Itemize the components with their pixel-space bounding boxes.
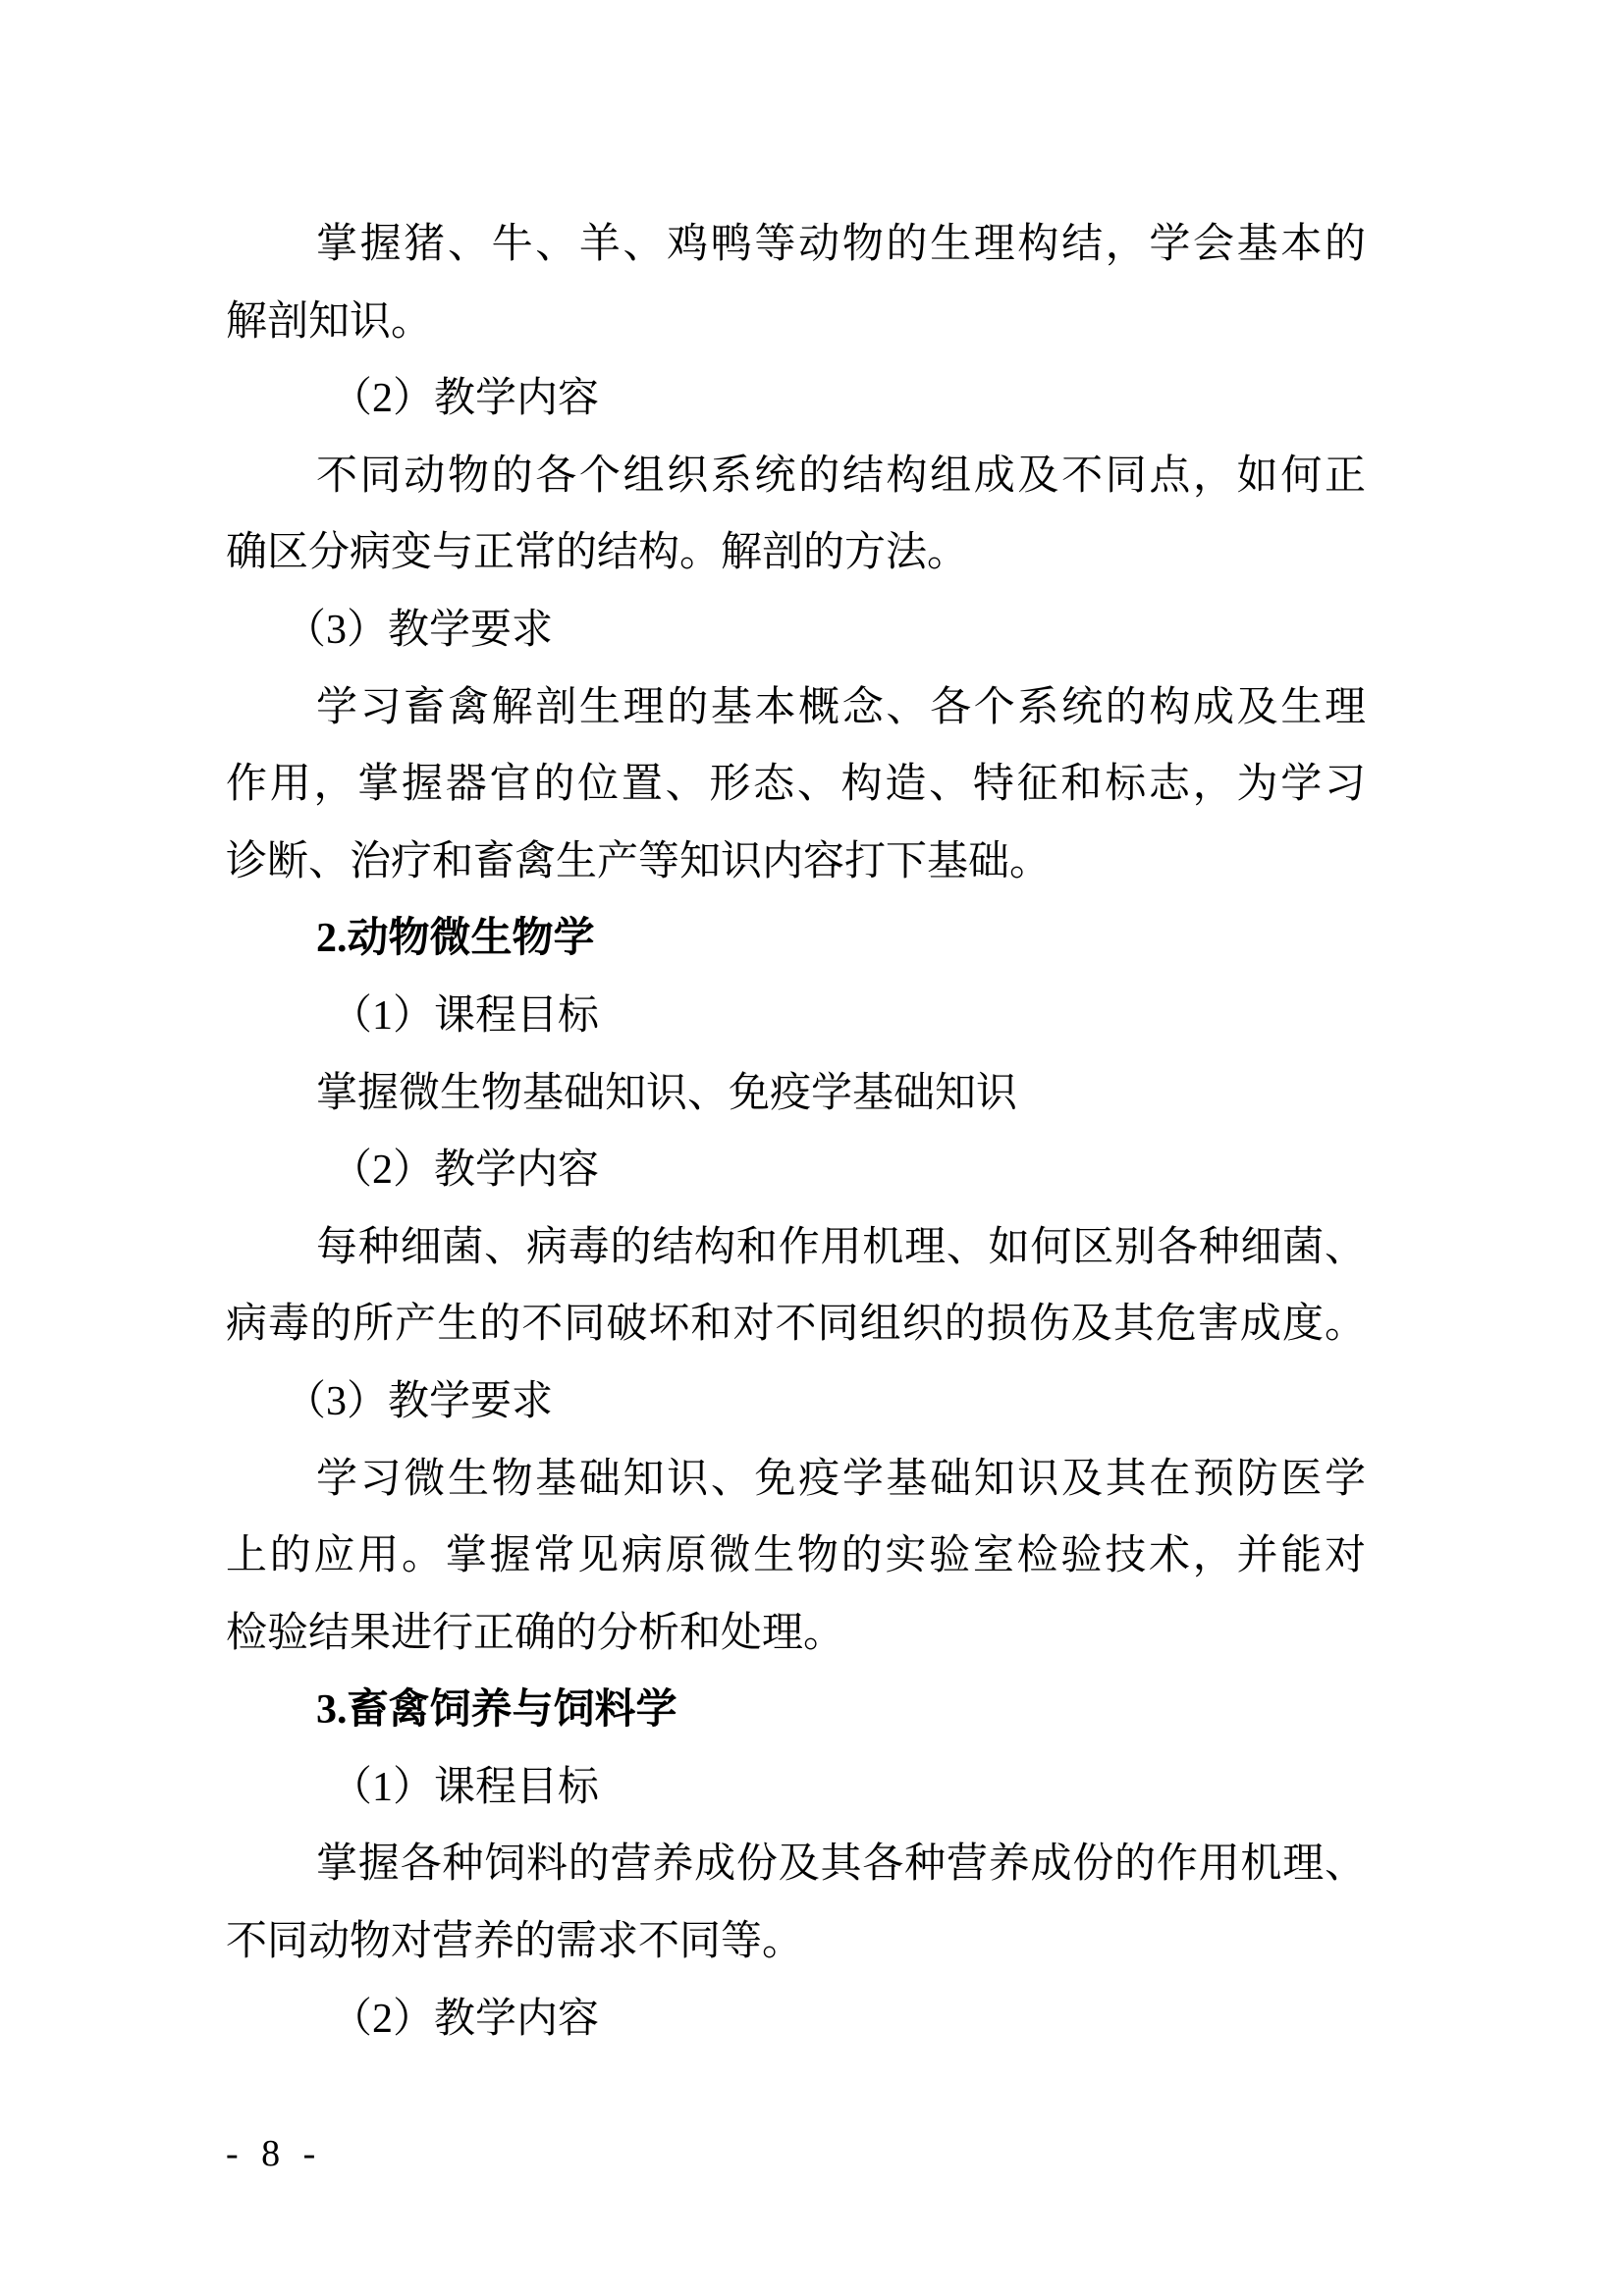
body-line: 掌握各种饲料的营养成份及其各种营养成份的作用机理、 — [316, 1842, 1366, 1888]
label-teaching-requirements: （3）教学要求 — [285, 607, 554, 653]
heading-course-animal-microbiology: 2.动物微生物学 — [316, 916, 595, 962]
document-text-block — [226, 206, 1366, 2057]
label-teaching-requirements: （3）教学要求 — [285, 1378, 554, 1424]
body-line: 确区分病变与正常的结构。解剖的方法。 — [226, 530, 969, 576]
body-line: 不同动物的各个组织系统的结构组成及不同点，如何正 — [316, 453, 1366, 499]
body-line: 检验结果进行正确的分析和处理。 — [226, 1610, 845, 1656]
label-teaching-content: （2）教学内容 — [331, 376, 600, 422]
body-line: 不同动物对营养的需求不同等。 — [226, 1919, 804, 1965]
body-line: 作用，掌握器官的位置、形态、构造、特征和标志，为学习 — [226, 762, 1366, 808]
body-line: 学习畜禽解剖生理的基本概念、各个系统的构成及生理 — [316, 684, 1366, 730]
body-line: 掌握猪、牛、羊、鸡鸭等动物的生理构结，学会基本的 — [316, 222, 1366, 267]
label-teaching-content: （2）教学内容 — [331, 1996, 600, 2042]
page-number: - 8 - — [226, 2133, 323, 2174]
body-line: 掌握微生物基础知识、免疫学基础知识 — [316, 1070, 1018, 1116]
body-line: 学习微生物基础知识、免疫学基础知识及其在预防医学 — [316, 1456, 1366, 1502]
body-line: 病毒的所产生的不同破坏和对不同组织的损伤及其危害成度。 — [226, 1302, 1366, 1348]
label-teaching-content: （2）教学内容 — [331, 1148, 600, 1194]
label-course-objectives: （1）课程目标 — [331, 992, 600, 1039]
label-course-objectives: （1）课程目标 — [331, 1764, 600, 1810]
body-line: 上的应用。掌握常见病原微生物的实验室检验技术，并能对 — [226, 1533, 1366, 1579]
body-line: 解剖知识。 — [226, 298, 433, 345]
heading-course-livestock-feeding: 3.畜禽饲养与饲料学 — [316, 1687, 677, 1734]
body-line: 每种细菌、病毒的结构和作用机理、如何区别各种细菌、 — [316, 1224, 1366, 1270]
body-line: 诊断、治疗和畜禽生产等知识内容打下基础。 — [226, 838, 1052, 884]
